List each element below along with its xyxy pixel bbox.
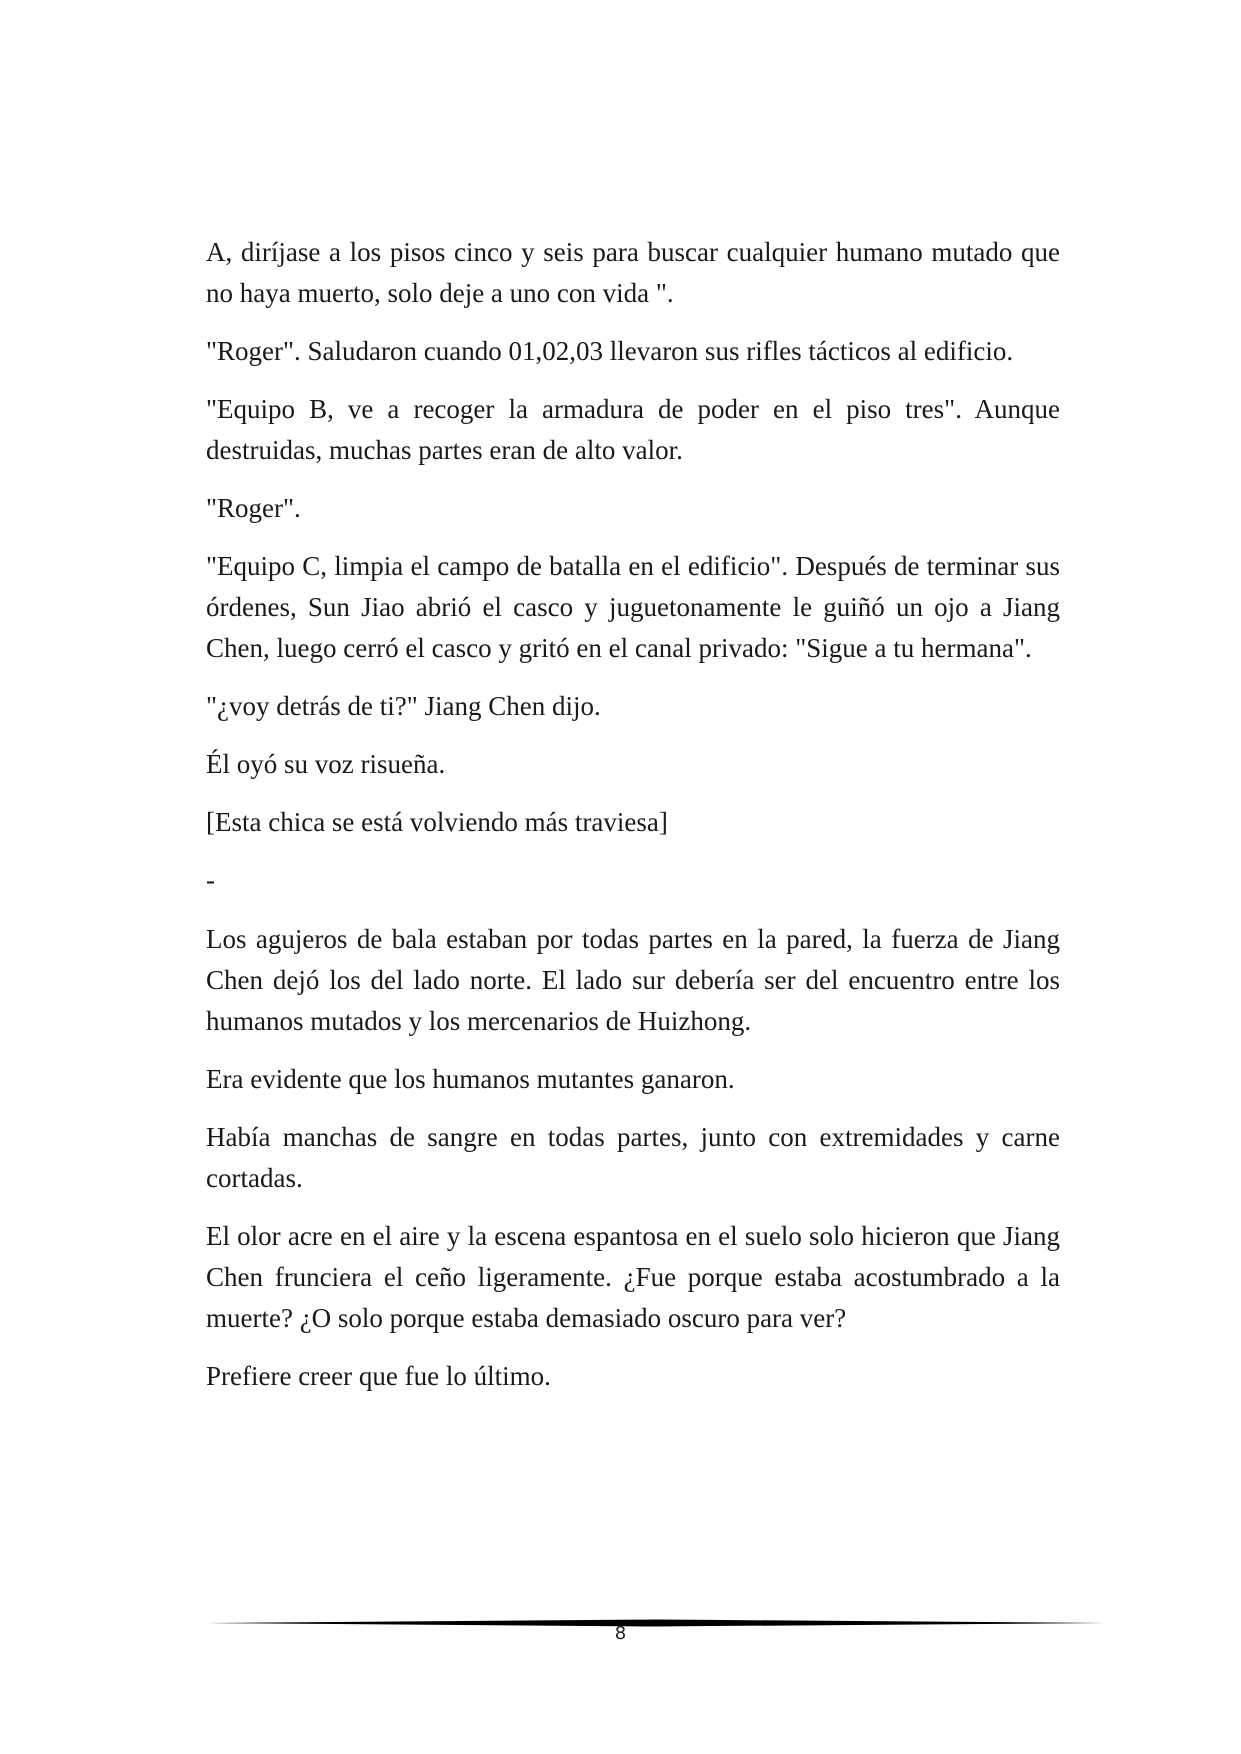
paragraph: [Esta chica se está volviendo más traviesa]	[206, 807, 668, 837]
paragraph: "¿voy detrás de ti?" Jiang Chen dijo.	[206, 691, 601, 721]
paragraph: "Roger".	[206, 493, 301, 523]
paragraph: Era evidente que los humanos mutantes ganaron.	[206, 1064, 735, 1094]
paragraph: "Equipo C, limpia el campo de batalla en el edificio". Después de terminar sus órdenes, Sun Jiao abrió el casco y juguetonamente le guiñó un ojo a Jiang Chen, luego cerró el casco y gritó en el canal privado: "Sigue a tu hermana".	[206, 551, 1060, 663]
paragraph: Prefiere creer que fue lo último.	[206, 1361, 551, 1391]
scene-separator: -	[206, 865, 215, 895]
paragraph: A, diríjase a los pisos cinco y seis para buscar cualquier humano mutado que no haya muerto, solo deje a uno con vida ".	[206, 237, 1060, 308]
paragraph: Había manchas de sangre en todas partes, junto con extremidades y carne cortadas.	[206, 1122, 1060, 1193]
paragraph: "Equipo B, ve a recoger la armadura de poder en el piso tres". Aunque destruidas, muchas partes eran de alto valor.	[206, 394, 1060, 465]
page-number: 8	[614, 1623, 627, 1644]
body-text	[206, 232, 1060, 1414]
paragraph: Los agujeros de bala estaban por todas partes en la pared, la fuerza de Jiang Chen dejó los del lado norte. El lado sur debería ser del encuentro entre los humanos mutados y los mercenarios de Huizhong.	[206, 924, 1060, 1036]
paragraph: Él oyó su voz risueña.	[206, 749, 446, 779]
paragraph: "Roger". Saludaron cuando 01,02,03 llevaron sus rifles tácticos al edificio.	[206, 336, 1014, 366]
paragraph: El olor acre en el aire y la escena espantosa en el suelo solo hicieron que Jiang Chen frunciera el ceño ligeramente. ¿Fue porque estaba acostumbrado a la muerte? ¿O solo porque estaba demasiado oscuro para ver?	[206, 1221, 1060, 1333]
